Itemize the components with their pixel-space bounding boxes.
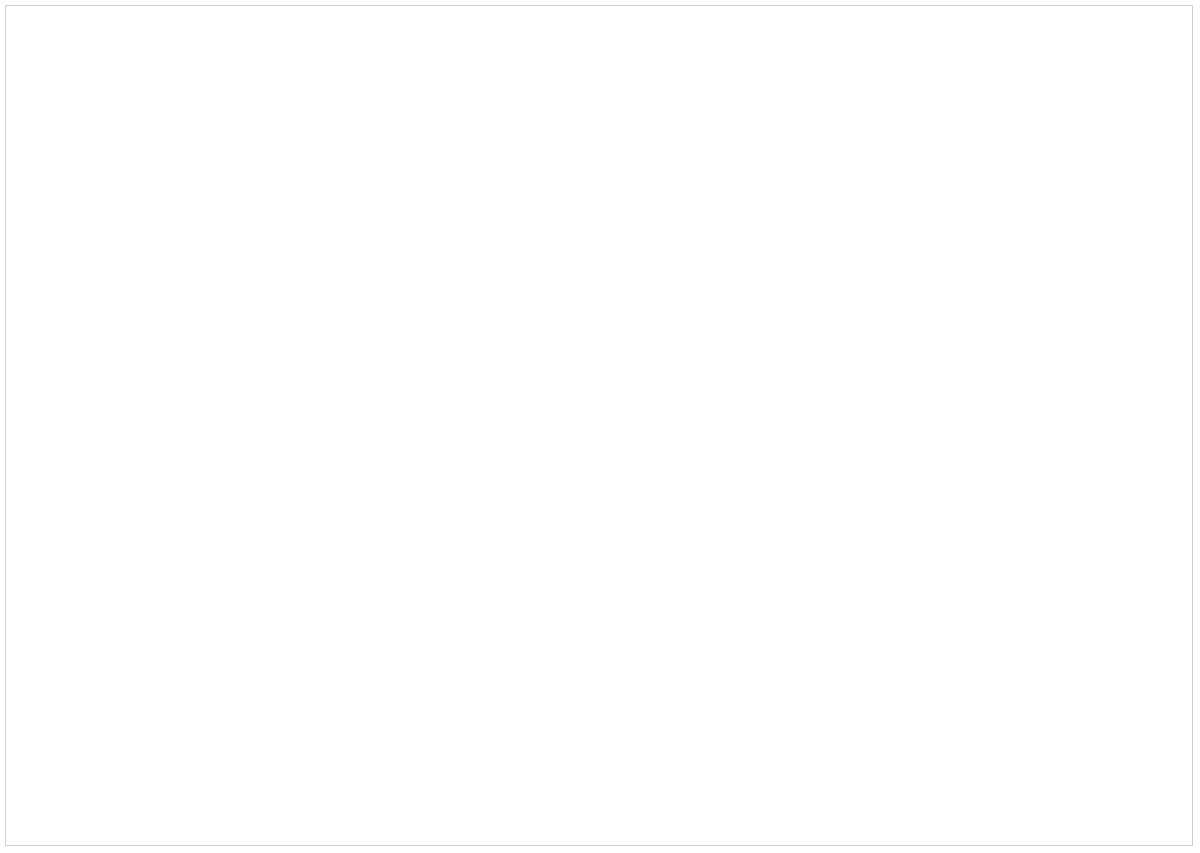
page-border xyxy=(5,5,1193,846)
